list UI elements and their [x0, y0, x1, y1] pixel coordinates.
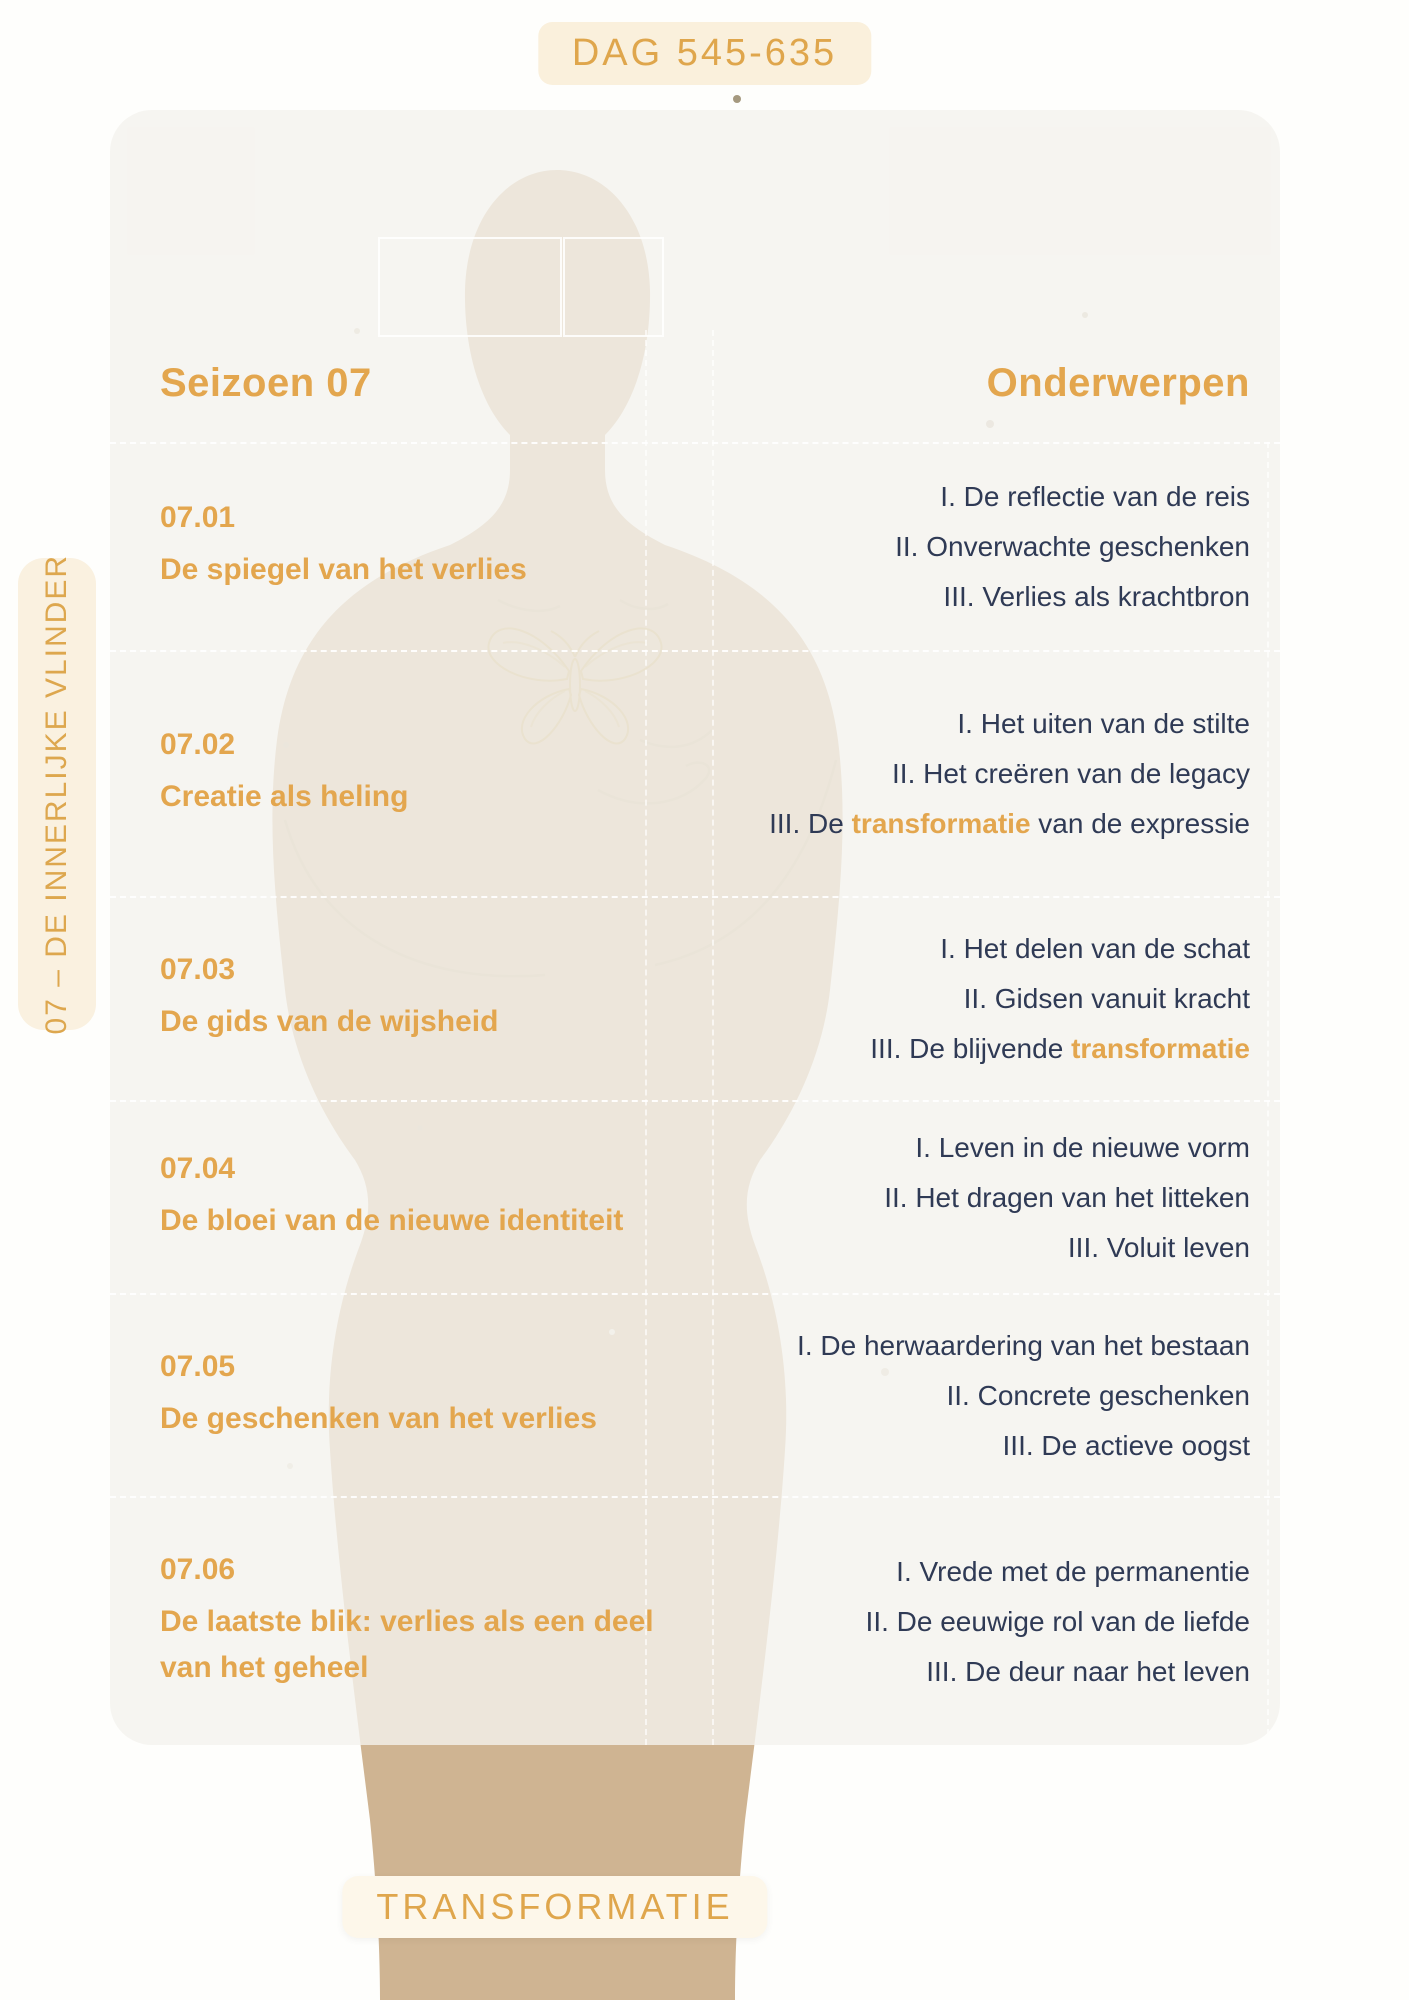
episode-row	[110, 896, 1280, 1100]
episode-title: De gids van de wijsheid	[160, 1005, 499, 1038]
episode-info	[160, 953, 498, 1045]
season-side-label: 07 – DE INNERLIJKE VLINDER	[40, 553, 73, 1035]
episode-topics	[769, 699, 1250, 849]
episode-row	[110, 442, 1280, 650]
topic-line: I. Het uiten van de stilte	[957, 708, 1250, 739]
schedule-content	[110, 110, 1280, 1745]
episode-row	[110, 650, 1280, 896]
episode-number: 07.04	[160, 1151, 236, 1185]
header-row	[110, 110, 1280, 442]
topic-line: II. Het dragen van het litteken	[884, 1181, 1250, 1213]
season-side-tab	[18, 553, 96, 1035]
topic-line: II. Onverwachte geschenken	[895, 531, 1250, 562]
topic-line: II. De eeuwige rol van de liefde	[865, 1605, 1250, 1637]
episode-info	[160, 1152, 623, 1244]
episode-info	[160, 1350, 597, 1442]
episode-number: 07.02	[160, 728, 236, 761]
episode-topics	[866, 1547, 1250, 1697]
topic-line: III. Verlies als krachtbron	[943, 581, 1250, 612]
topic-line: III. Voluit leven	[1067, 1231, 1250, 1263]
topic-line: III. De deur naar het leven	[926, 1655, 1250, 1687]
episode-title: De bloei van de nieuwe identiteit	[160, 1203, 624, 1237]
episode-title: Creatie als heling	[160, 780, 409, 813]
topic-line: II. Concrete geschenken	[946, 1379, 1250, 1411]
transformation-badge: TRANSFORMATIE	[342, 1876, 767, 1938]
topic-line: III. De actieve oogst	[1002, 1429, 1250, 1461]
topic-line: I. De herwaardering van het bestaan	[797, 1329, 1250, 1361]
highlighted-word: transformatie	[1071, 1033, 1250, 1064]
topic-line: I. Het delen van de schat	[940, 933, 1250, 964]
episode-topics	[895, 472, 1250, 622]
episode-info	[160, 728, 408, 820]
episode-topics	[797, 1321, 1250, 1471]
topic-line: II. Gidsen vanuit kracht	[963, 983, 1250, 1014]
episode-number: 07.06	[160, 1552, 236, 1586]
topic-line: II. Het creëren van de legacy	[892, 758, 1250, 789]
day-range-badge: DAG 545-635	[538, 22, 871, 85]
topic-line: I. De reflectie van de reis	[940, 481, 1250, 512]
topic-line: III. De blijvende transformatie	[870, 1033, 1250, 1064]
episode-row	[110, 1293, 1280, 1496]
episode-row	[110, 1100, 1280, 1293]
topic-line: I. Leven in de nieuwe vorm	[915, 1131, 1250, 1163]
topic-line: I. Vrede met de permanentie	[896, 1555, 1250, 1587]
episode-number: 07.05	[160, 1349, 236, 1383]
highlighted-word: transformatie	[851, 808, 1031, 839]
episode-info	[160, 501, 527, 593]
episode-title: De laatste blik: verlies als een deel van het geheel	[160, 1604, 654, 1684]
episode-title: De spiegel van het verlies	[160, 553, 527, 586]
episode-number: 07.01	[160, 501, 236, 534]
episode-info	[160, 1553, 705, 1691]
episode-topics	[884, 1123, 1250, 1273]
episode-row	[110, 1496, 1280, 1745]
topic-line: III. De transformatie van de expressie	[769, 808, 1250, 839]
episode-topics	[870, 924, 1250, 1074]
season-schedule-card	[110, 110, 1280, 1745]
episode-title: De geschenken van het verlies	[160, 1401, 597, 1435]
topics-heading: Onderwerpen	[986, 361, 1250, 405]
episode-number: 07.03	[160, 953, 236, 986]
season-heading: Seizoen 07	[160, 361, 372, 405]
